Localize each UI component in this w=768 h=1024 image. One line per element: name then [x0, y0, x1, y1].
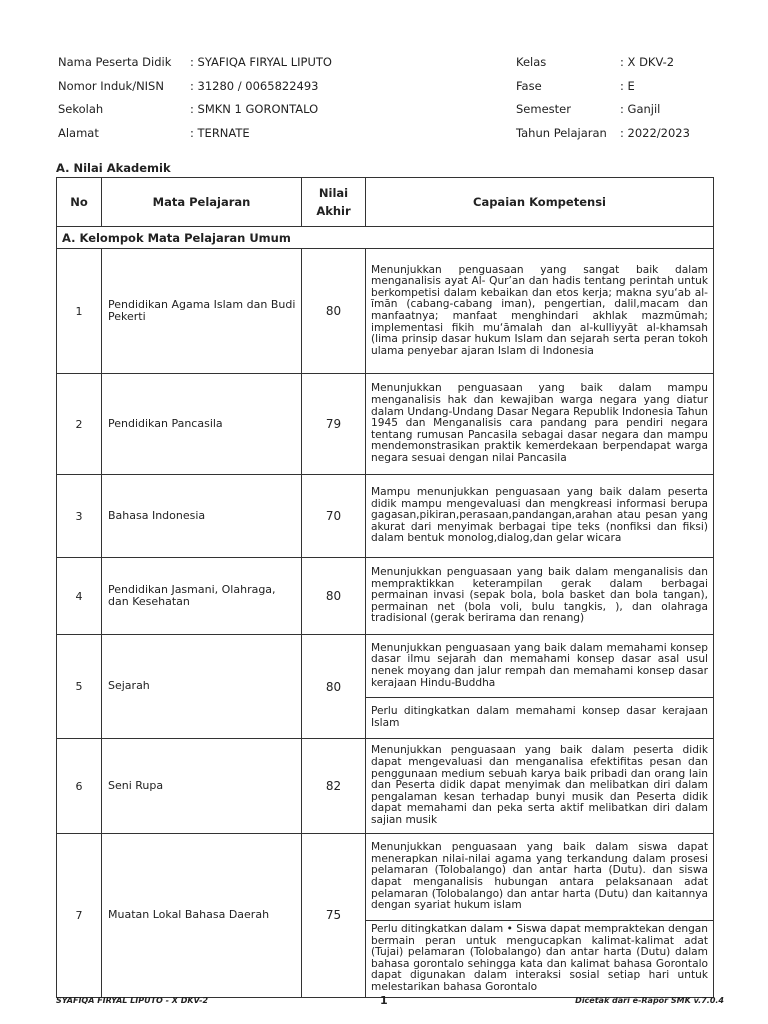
- table-row: [57, 635, 714, 698]
- header-no: No: [57, 178, 102, 227]
- info-row: [516, 126, 690, 150]
- row-number: 1: [57, 249, 102, 374]
- row-number: 4: [57, 558, 102, 635]
- group-label: A. Kelompok Mata Pelajaran Umum: [57, 227, 714, 249]
- table-row: [57, 739, 714, 834]
- info-value: : 31280 / 0065822493: [190, 78, 319, 93]
- subject-name: Pendidikan Agama Islam dan Budi Pekerti: [102, 249, 302, 374]
- subject-name: Bahasa Indonesia: [102, 475, 302, 558]
- header-mapel: Mata Pelajaran: [102, 178, 302, 227]
- footer-printed-by: Dicetak dari e-Rapor SMK v.7.0.4: [575, 996, 724, 1005]
- info-value: : SYAFIQA FIRYAL LIPUTO: [190, 55, 332, 69]
- info-row: [516, 55, 690, 79]
- competency-text: Mampu menunjukkan penguasaan yang baik dalam peserta didik mampu mengevaluasi dan mengkreasi informasi berupa gagasan,pikiran,perasaan,pandangan,arahan atau pesan yang akurat dari menyimak berbagai tipe teks (nonfiksi dan fiksi) dalam bentuk monolog,dialog,dan gelar wicara: [366, 475, 714, 558]
- footer-student: SYAFIQA FIRYAL LIPUTO - X DKV-2: [56, 996, 209, 1005]
- final-score: 80: [302, 635, 366, 739]
- info-value: : E: [620, 78, 635, 93]
- header-nilai: [302, 178, 366, 227]
- competency-text: Menunjukkan penguasaan yang baik dalam mampu menganalisis hak dan kewajiban warga negara yang diatur dalam Undang-Undang Dasar Negara Republik Indonesia Tahun 1945 dan Menganalisis cara pandang para pendiri negara tentang rumusan Pancasila sebagai dasar negara dan mampu mendemonstrasikan praktik kemerdekaan berpendapat warga negara sesuai dengan nilai Pancasila: [366, 374, 714, 475]
- subject-name: Pendidikan Jasmani, Olahraga, dan Kesehatan: [102, 558, 302, 635]
- header-nilai-label: Nilai Akhir: [316, 186, 351, 218]
- info-value: : SMKN 1 GORONTALO: [190, 102, 319, 116]
- competency-text: Menunjukkan penguasaan yang baik dalam menganalisis dan mempraktikkan keterampilan gerak dalam berbagai permainan invasi (sepak bola, bola basket dan bola tangan), permainan net (bola voli, bulu tangkis, ), dan olahraga tradisional (gerak berirama dan renang): [366, 558, 714, 635]
- competency-text: Perlu ditingkatkan dalam • Siswa dapat mempraktekan dengan bermain peran untuk mengucapkan kalimat-kalimat adat (Tujai) pelamaran (Tolobalango) dan antar harta (Dutu) dalam bahasa gorontalo sehingga kata dan kalimat bahasa Gorontalo dapat digunakan dalam interaksi sosial setiap hari untuk melestarikan bahasa Gorontalo: [366, 921, 714, 998]
- info-row: [516, 79, 690, 103]
- info-label: Fase: [516, 78, 542, 93]
- competency-text: Menunjukkan penguasaan yang sangat baik dalam menganalisis ayat Al- Qur’an dan hadis tentang perintah untuk berkompetisi dalam kebaikan dan etos kerja; makna syu‘ab al- īmān (cabang-cabang iman), pengertian, dalil,macam dan manfaatnya; manfaat menghindari akhlak mazmūmah; implementasi fikih mu‘āmalah dan al-kulliyyāt al-khamsah (lima prinsip dasar hukum Islam dan sejarah serta peran tokoh ulama penyebar ajaran Islam di Indonesia: [366, 249, 714, 374]
- info-value: : Ganjil: [620, 102, 661, 116]
- row-number: 7: [57, 834, 102, 998]
- info-label: Kelas: [516, 55, 547, 69]
- info-value: : X DKV-2: [620, 55, 675, 69]
- table-row: [57, 834, 714, 921]
- info-label: Semester: [516, 102, 571, 116]
- section-title: A. Nilai Akademik: [56, 161, 171, 175]
- student-info-left: [58, 55, 332, 149]
- info-row: [58, 126, 332, 150]
- subject-name: Muatan Lokal Bahasa Daerah: [102, 834, 302, 998]
- row-number: 3: [57, 475, 102, 558]
- final-score: 80: [302, 249, 366, 374]
- competency-text: Menunjukkan penguasaan yang baik dalam peserta didik dapat mengevaluasi dan menganalisa efektifitas pesan dan penggunaan medium sebuah karya baik pribadi dan orang lain dan Peserta didik dapat menyimak dan melibatkan diri dalam pengalaman kesan terhadap bunyi musik dan Peserta didik dapat memahami dan peka serta aktif melibatkan diri dalam sajian musik: [366, 739, 714, 834]
- group-row: [57, 227, 714, 249]
- info-row: [58, 79, 332, 103]
- subject-name: Seni Rupa: [102, 739, 302, 834]
- grades-table: [56, 177, 714, 998]
- info-label: Alamat: [58, 125, 99, 140]
- info-row: [516, 102, 690, 126]
- final-score: 79: [302, 374, 366, 475]
- row-number: 2: [57, 374, 102, 475]
- table-row: [57, 558, 714, 635]
- competency-text: Perlu ditingkatkan dalam memahami konsep dasar kerajaan Islam: [366, 698, 714, 739]
- info-label: Sekolah: [58, 102, 104, 116]
- final-score: 82: [302, 739, 366, 834]
- header-capaian: Capaian Kompetensi: [366, 178, 714, 227]
- info-row: [58, 55, 332, 79]
- subject-name: Pendidikan Pancasila: [102, 374, 302, 475]
- info-value: : 2022/2023: [620, 125, 690, 140]
- table-header-row: [57, 178, 714, 227]
- subject-name: Sejarah: [102, 635, 302, 739]
- table-row: [57, 475, 714, 558]
- competency-text: Menunjukkan penguasaan yang baik dalam siswa dapat menerapkan nilai-nilai agama yang terkandung dalam prosesi pelamaran (Tolobalango) dan antar harta (Dutu). dan siswa dapat menganalisis hubungan antara pelaksanaan adat pelamaran (Tolobalango) dan antar harta (Dutu) dan kaitannya dengan syariat hukum islam: [366, 834, 714, 921]
- final-score: 80: [302, 558, 366, 635]
- final-score: 75: [302, 834, 366, 998]
- page-number: 1: [380, 994, 388, 1007]
- final-score: 70: [302, 475, 366, 558]
- table-row: [57, 374, 714, 475]
- table-row: [57, 249, 714, 374]
- info-value: : TERNATE: [190, 125, 250, 140]
- row-number: 6: [57, 739, 102, 834]
- info-row: [58, 102, 332, 126]
- info-label: Nama Peserta Didik: [58, 55, 172, 69]
- student-info-right: [516, 55, 690, 149]
- competency-text: Menunjukkan penguasaan yang baik dalam memahami konsep dasar ilmu sejarah dan memahami konsep dasar asal usul nenek moyang dan jalur rempah dan memahami konsep dasar kerajaan Hindu-Buddha: [366, 635, 714, 698]
- info-label: Tahun Pelajaran: [516, 125, 607, 140]
- info-label: Nomor Induk/NISN: [58, 78, 164, 93]
- row-number: 5: [57, 635, 102, 739]
